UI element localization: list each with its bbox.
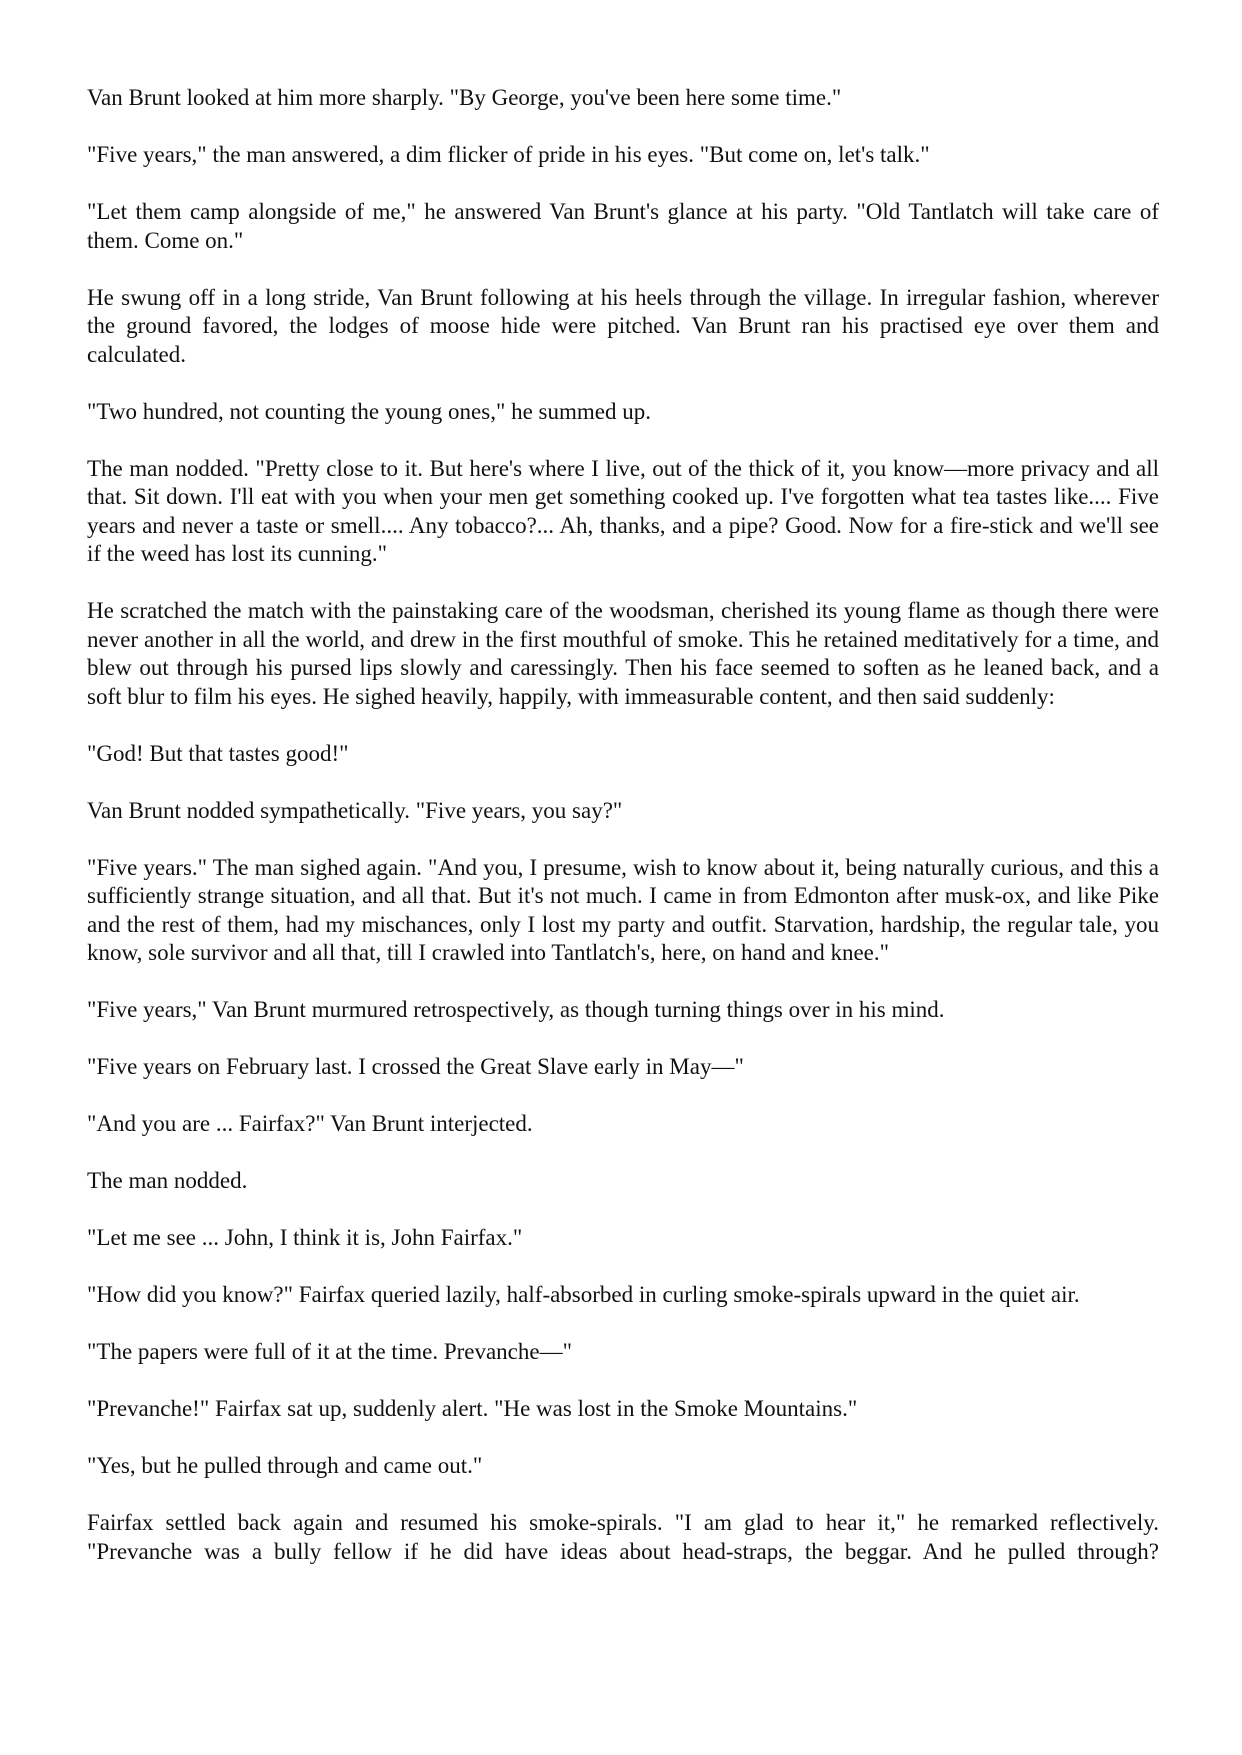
paragraph: "The papers were full of it at the time. Prevanche—" [87, 1339, 572, 1364]
paragraph: The man nodded. [87, 1168, 248, 1193]
paragraph: "Let me see ... John, I think it is, John Fairfax." [87, 1225, 523, 1250]
paragraph: "Five years," Van Brunt murmured retrospectively, as though turning things over in his mind. [87, 997, 945, 1022]
paragraph: "And you are ... Fairfax?" Van Brunt interjected. [87, 1111, 533, 1136]
paragraph: "God! But that tastes good!" [87, 740, 349, 766]
paragraph: "How did you know?" Fairfax queried lazily, half-absorbed in curling smoke-spirals upward in the quiet air. [87, 1282, 1080, 1307]
paragraph: "Let them camp alongside of me," he answered Van Brunt's glance at his party. "Old Tantlatch will take care of them. Come on." [87, 199, 1159, 253]
paragraph: Fairfax settled back again and resumed his smoke-spirals. "I am glad to hear it," he remarked reflectively. "Prevanche was a bully fellow if he did have ideas about head-straps, the beggar. And he pulled through? [87, 1510, 1159, 1564]
paragraph: The man nodded. "Pretty close to it. But here's where I live, out of the thick of it, you know—more privacy and all that. Sit down. I'll eat with you when your men get something cooked up. I've forgotten what tea tastes like.... Five years and never a taste or smell.... Any tobacco?... Ah, thanks, and a pipe? Good. Now for a fire-stick and we'll see if the weed has lost its cunning." [87, 455, 1159, 566]
paragraph: "Five years." The man sighed again. "And you, I presume, wish to know about it, being naturally curious, and this a sufficiently strange situation, and all that. But it's not much. I came in from Edmonton after musk-ox, and like Pike and the rest of them, had my mischances, only I lost my party and outfit. Starvation, hardship, the regular tale, you know, sole survivor and all that, till I crawled into Tantlatch's, here, on hand and knee." [87, 854, 1159, 965]
paragraph: Van Brunt nodded sympathetically. "Five years, you say?" [87, 797, 623, 823]
paragraph: He scratched the match with the painstaking care of the woodsman, cherished its young flame as though there were never another in all the world, and drew in the first mouthful of smoke. This he retained meditatively for a time, and blew out through his pursed lips slowly and caressingly. Then his face seemed to soften as he leaned back, and a soft blur to film his eyes. He sighed heavily, happily, with immeasurable content, and then said suddenly: [87, 598, 1159, 709]
paragraph: Van Brunt looked at him more sharply. "By George, you've been here some time." [87, 85, 842, 110]
paragraph: "Five years," the man answered, a dim flicker of pride in his eyes. "But come on, let's talk." [87, 142, 930, 167]
paragraph: "Prevanche!" Fairfax sat up, suddenly alert. "He was lost in the Smoke Mountains." [87, 1396, 858, 1421]
document-page [87, 84, 1159, 1566]
paragraph: "Five years on February last. I crossed the Great Slave early in May—" [87, 1054, 744, 1079]
paragraph: "Yes, but he pulled through and came out." [87, 1453, 483, 1478]
paragraph: He swung off in a long stride, Van Brunt following at his heels through the village. In irregular fashion, wherever the ground favored, the lodges of moose hide were pitched. Van Brunt ran his practised eye over them and calculated. [87, 284, 1159, 367]
paragraph: "Two hundred, not counting the young ones," he summed up. [87, 398, 651, 424]
